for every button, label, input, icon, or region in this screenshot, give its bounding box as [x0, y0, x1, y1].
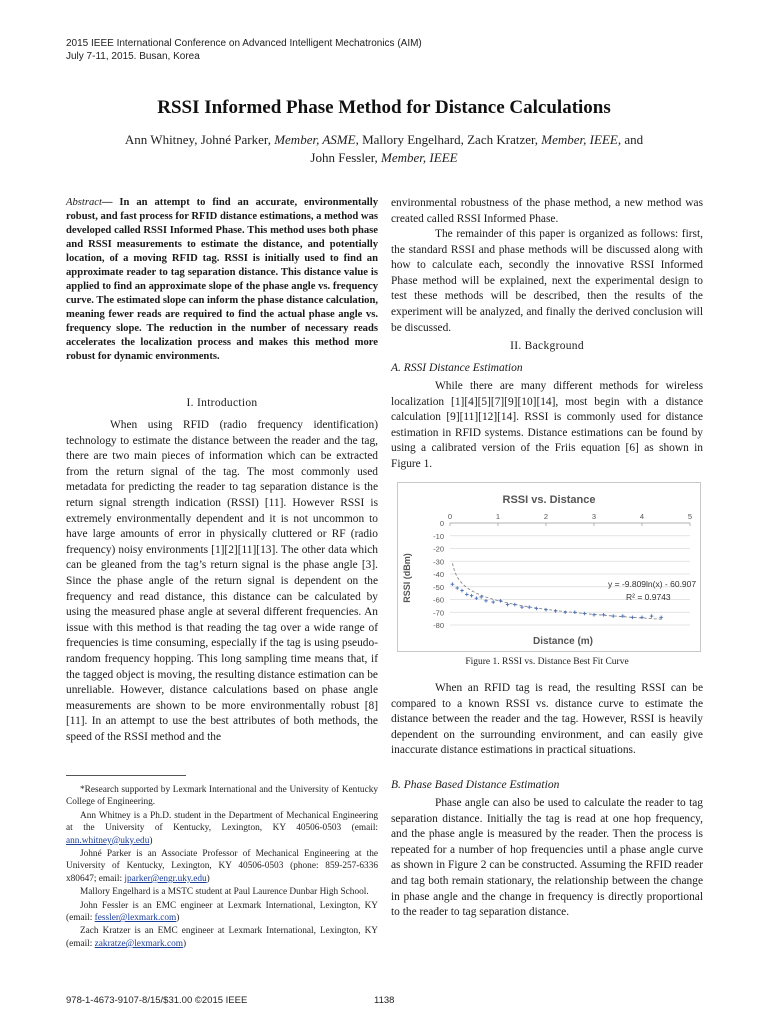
- data-point: [611, 614, 615, 618]
- x-axis-label: Distance (m): [532, 636, 594, 647]
- y-tick-label: -80: [433, 621, 444, 630]
- data-point: [544, 608, 548, 612]
- y-tick-label: 0: [439, 519, 444, 528]
- footnote-funding: *Research supported by Lexmark International and the University of Kentucky College of Engineering.: [66, 785, 378, 808]
- data-point: [573, 610, 577, 614]
- data-point: [506, 603, 510, 607]
- footnote-author: Mallory Engelhard is a MSTC student at Paul Laurence Dunbar High School.: [80, 887, 369, 898]
- data-point: [470, 594, 474, 598]
- data-point: [631, 616, 635, 620]
- x-tick-label: 3: [591, 512, 597, 521]
- footnotes: [66, 784, 378, 951]
- section-heading-background: II. Background: [510, 340, 584, 352]
- footnote-author: Ann Whitney is a Ph.D. student in the Department of Mechanical Engineering at the University of Kentucky, Lexington, KY 40506-0503 (email: ann.whitney@uky.edu): [66, 810, 378, 846]
- y-axis-label: RSSI (dBm): [402, 553, 412, 603]
- x-tick-label: 5: [687, 512, 693, 521]
- data-point: [491, 600, 495, 604]
- y-tick-label: -30: [433, 557, 444, 567]
- abstract: [66, 196, 378, 364]
- authors-part: Ann Whitney, Johné Parker,: [124, 132, 271, 147]
- email-link[interactable]: jparker@engr.uky.edu: [124, 873, 207, 884]
- figure-1-chart: [397, 482, 701, 652]
- y-tick-label: -40: [433, 570, 444, 579]
- data-point: [659, 616, 663, 620]
- data-point: [563, 610, 567, 614]
- introduction-paragraph: When using RFID (radio frequency identification) technology to estimate the distance between the reader and the tag, there are two main pieces of information which can be extracted from the return signal of the tag. The most commonly used metadata for predicting the reader to tag separation distance is the return signal strength indication (RSSI) [11]. However RSSI is extremely environmentally dependent and it is not uncommon to have large amounts of error in physically cluttered or RF (radio frequency) noisy environments [1][2][11][13]. The other data which can be gleaned from the tag’s return signal is the phase angle [3]. Since the phase angle of the return signal is dependent on the frequency and read distance, this distance can be calculated by using the measured phase angle at several different frequencies. An issue with this method is that reading the tag over a wide range of frequencies is time consuming, especially if the tag is using pseudo-random frequency hopping. This long sampling time means that, if the tagged object is moving, the resulting distance estimation can be unreliable. However, distance calculations based on phase angle measurements are shown to be more environmentally robust [8][11]. In an attempt to use the best attributes of both methods, the speed of the RSSI method and the: [66, 419, 378, 743]
- conference-name: 2015 IEEE International Conference on Advanced Intelligent Mechatronics (AIM): [66, 38, 422, 49]
- x-tick-label: 1: [495, 512, 501, 521]
- paragraph-rssi-usage: When an RFID tag is read, the resulting RSSI can be compared to a known RSSI vs. distance curve to estimate the distance between the reader and the tag. However, RSSI is heavily dependent on the surrounding environment, and can easily give inaccurate distance estimations in practical situations.: [391, 682, 703, 757]
- footnote-author: John Fessler is an EMC engineer at Lexmark International, Lexington, KY (email: fessler@lexmark.com): [66, 900, 378, 924]
- data-point: [535, 607, 539, 611]
- paragraph-rssi: While there are many different methods for wireless localization [1][4][5][7][9][10][14], most begin with a distance calculation [9][11][12][14]. RSSI is commonly used for distance estimation in RFID systems. Distance estimations can be found by using a calibrated version of the Friis equation [6] as shown in Figure 1.: [391, 380, 703, 470]
- paragraph-continued: environmental robustness of the phase method, a new method was created called RSSI Informed Phase.: [391, 197, 703, 225]
- y-tick-label: -60: [433, 595, 444, 605]
- footnote-rule: [66, 775, 186, 776]
- subsection-heading-phase: B. Phase Based Distance Estimation: [391, 779, 560, 791]
- page-number: 1138: [374, 995, 395, 1006]
- email-link[interactable]: fessler@lexmark.com: [94, 913, 177, 924]
- footnote-author: Zach Kratzer is an EMC engineer at Lexmark International, Lexington, KY (email: zakratze@lexmark.com): [66, 926, 378, 949]
- data-point: [592, 613, 596, 617]
- paper-title: RSSI Informed Phase Method for Distance Calculations: [157, 97, 611, 118]
- abstract-text: — In an attempt to find an accurate, environmentally robust, and fast process for RFID distance estimations, a method was developed called RSSI Informed Phase. This method uses both phase and RSSI measurements to estimate the distance, and potentially location, of a moving RFID tag. RSSI is initially used to find an approximate reader to tag separation distance. This distance value is applied to find an approximate slope of the phase angle vs. frequency curve. The estimated slope can inform the phase distance calculation, meaning fewer reads are required to find the actual phase angle vs. frequency slope. The reduction in the number of necessary reads accelerates the localization process and makes this method more robust for dynamic environments.: [66, 197, 379, 362]
- x-tick-label: 0: [447, 512, 453, 521]
- y-tick-label: -10: [433, 531, 444, 541]
- author-membership: Member, ASME: [274, 132, 356, 147]
- paragraph-organization: The remainder of this paper is organized as follows: first, the standard RSSI and phase methods will be discussed along with how to calculate each, secondly the innovative RSSI Informed Phase method will be explained, next the experimental design to test these methods will be described, then the results of the experiment will be analyzed, and finally the derived conclusion will be discussed.: [391, 228, 703, 334]
- data-point: [621, 614, 625, 618]
- copyright-line: 978-1-4673-9107-8/15/$31.00 ©2015 IEEE: [66, 995, 248, 1006]
- paragraph-phase: Phase angle can also be used to calculate the reader to tag separation distance. Initially the tag is read at one hop frequency, and the phase angle is measured by the reader. Then the process is repeated for a number of hop frequencies until a phase angle curve as shown in Figure 2 can be constructed. Assuming the RFID reader and tag both remain stationary, the relationship between the change in phase angle and the change in frequency is directly proportional to the reader to tag separation distance.: [391, 797, 703, 919]
- email-link[interactable]: ann.whitney@uky.edu: [66, 835, 150, 846]
- authors-part: , and: [617, 132, 644, 147]
- author-list: [60, 131, 708, 167]
- data-point: [465, 593, 469, 597]
- rssi-distance-chart: [398, 483, 700, 651]
- x-tick-label: 2: [543, 512, 549, 521]
- figure-1-caption: Figure 1. RSSI vs. Distance Best Fit Curve: [465, 657, 629, 667]
- y-tick-label: -70: [433, 608, 444, 618]
- r-squared: R² = 0.9743: [626, 592, 671, 602]
- data-point: [640, 616, 644, 620]
- data-point: [602, 613, 606, 617]
- data-point: [527, 605, 531, 609]
- email-link[interactable]: zakratze@lexmark.com: [94, 938, 183, 949]
- subsection-heading-rssi: A. RSSI Distance Estimation: [391, 362, 523, 374]
- fit-equation: y = -9.809ln(x) - 60.907: [608, 579, 697, 589]
- data-point: [460, 589, 464, 593]
- abstract-label: Abstract: [66, 197, 102, 208]
- section-heading-introduction: I. Introduction: [186, 397, 258, 409]
- authors-part: , Mallory Engelhard, Zach Kratzer,: [355, 132, 539, 147]
- y-tick-label: -20: [433, 544, 444, 554]
- y-tick-label: -50: [433, 582, 444, 592]
- authors-part: John Fessler,: [310, 150, 378, 165]
- x-tick-label: 4: [639, 512, 645, 521]
- conference-header: [66, 37, 422, 63]
- data-point: [451, 582, 455, 586]
- author-membership: Member, IEEE: [541, 132, 618, 147]
- chart-title: RSSI vs. Distance: [502, 494, 596, 506]
- data-point: [650, 614, 654, 618]
- author-membership: Member, IEEE: [381, 150, 458, 165]
- data-point: [513, 603, 517, 607]
- footnote-author: Johné Parker is an Associate Professor of Mechanical Engineering at the University of Kentucky, Lexington, KY 40506-0503 (phone: 859-257-6336 x80647; email: jparker@engr.uky.edu): [66, 849, 378, 884]
- conference-date: July 7-11, 2015. Busan, Korea: [66, 51, 200, 62]
